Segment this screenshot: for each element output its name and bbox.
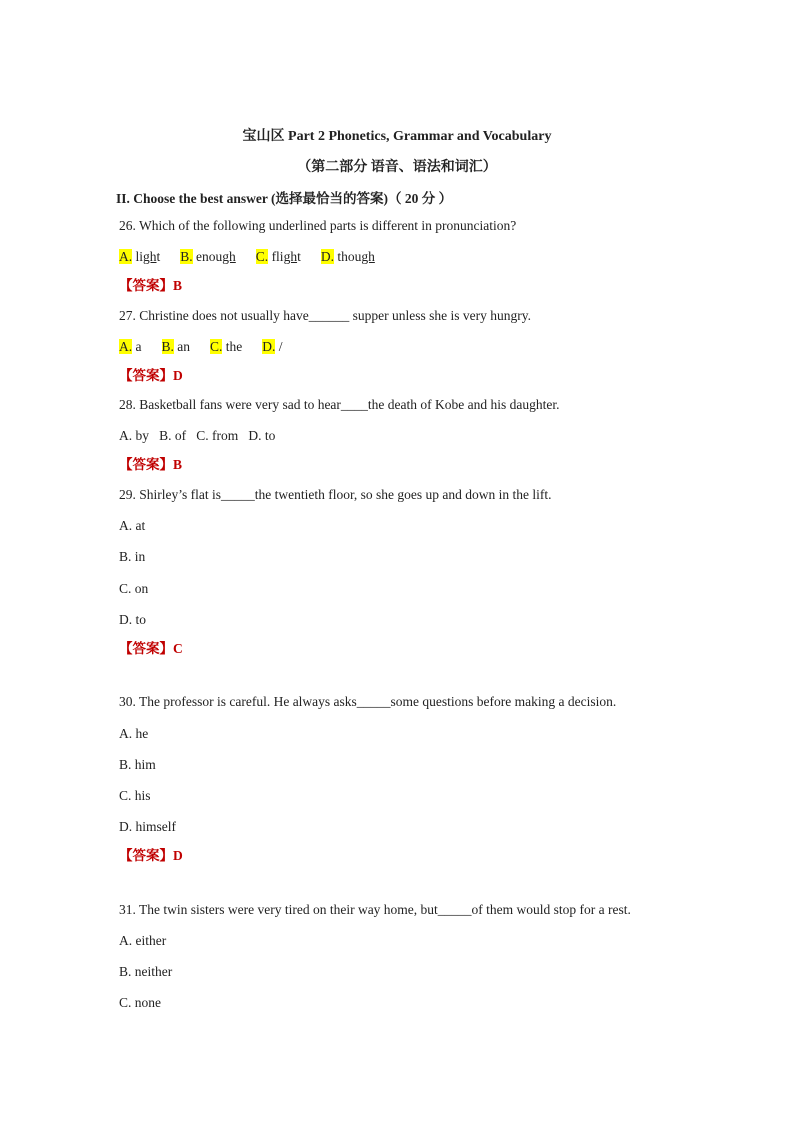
option-underline: gh <box>283 249 298 264</box>
option-underline: gh <box>361 249 375 264</box>
option-text: t <box>297 249 301 264</box>
option-text: li <box>135 249 144 264</box>
option[interactable] <box>262 339 282 355</box>
option-letter: D. <box>320 249 334 264</box>
question-stem: 26. Which of the following underlined parts is different in pronunciation? <box>119 218 517 233</box>
option[interactable] <box>119 339 142 355</box>
section-heading: II. Choose the best answer (选择最恰当的答案)（ 20 分 ） <box>116 191 453 206</box>
page-subtitle: （第二部分 语音、语法和词汇） <box>297 160 497 175</box>
options-row <box>119 249 395 265</box>
option-letter: B. <box>161 339 174 354</box>
option-text: thou <box>337 249 362 264</box>
option-text: the <box>225 339 243 354</box>
answer-label: 【答案】B <box>119 278 183 293</box>
options-row <box>119 339 303 355</box>
option[interactable] <box>321 249 375 265</box>
question-stem: 28. Basketball fans were very sad to hear____the death of Kobe and his daughter. <box>119 397 560 412</box>
answer-label: 【答案】B <box>119 457 183 472</box>
option-text: t <box>156 249 161 264</box>
option[interactable]: C. his <box>119 788 151 803</box>
answer-label: 【答案】C <box>119 641 183 656</box>
option-text: / <box>278 339 283 354</box>
option-letter: B. <box>180 249 193 264</box>
option[interactable]: B. neither <box>119 964 173 979</box>
option[interactable]: C. on <box>119 581 149 596</box>
option[interactable]: B. in <box>119 549 146 564</box>
option-underline: gh <box>143 249 157 264</box>
option-text: an <box>177 339 191 354</box>
option[interactable] <box>180 249 236 265</box>
option[interactable] <box>119 249 160 265</box>
page-title: 宝山区 Part 2 Phonetics, Grammar and Vocabulary <box>242 129 552 144</box>
option-text: fli <box>271 249 284 264</box>
option[interactable]: A. either <box>119 933 167 948</box>
question-stem: 27. Christine does not usually have______ supper unless she is very hungry. <box>119 308 531 323</box>
options-row: A. by B. of C. from D. to <box>119 428 276 443</box>
option[interactable]: A. he <box>119 726 149 741</box>
option[interactable]: D. himself <box>119 819 176 834</box>
option-letter: C. <box>255 249 269 264</box>
question-stem: 29. Shirley’s flat is_____the twentieth floor, so she goes up and down in the lift. <box>119 487 552 502</box>
answer-label: 【答案】D <box>119 848 183 863</box>
option-text: enou <box>196 249 223 264</box>
option[interactable]: C. none <box>119 995 161 1010</box>
option-underline: gh <box>222 249 236 264</box>
option-text: a <box>135 339 142 354</box>
option-letter: A. <box>119 249 133 264</box>
option-letter: A. <box>119 339 133 354</box>
option[interactable] <box>256 249 301 265</box>
option[interactable] <box>210 339 242 355</box>
option-letter: D. <box>262 339 276 354</box>
option[interactable]: A. at <box>119 518 146 533</box>
answer-label: 【答案】D <box>119 368 183 383</box>
option[interactable]: B. him <box>119 757 156 772</box>
question-stem: 31. The twin sisters were very tired on their way home, but_____of them would stop for a rest. <box>119 902 631 917</box>
option[interactable]: D. to <box>119 612 146 627</box>
option[interactable] <box>162 339 191 355</box>
question-stem: 30. The professor is careful. He always asks_____some questions before making a decision. <box>119 694 617 709</box>
option-letter: C. <box>210 339 223 354</box>
